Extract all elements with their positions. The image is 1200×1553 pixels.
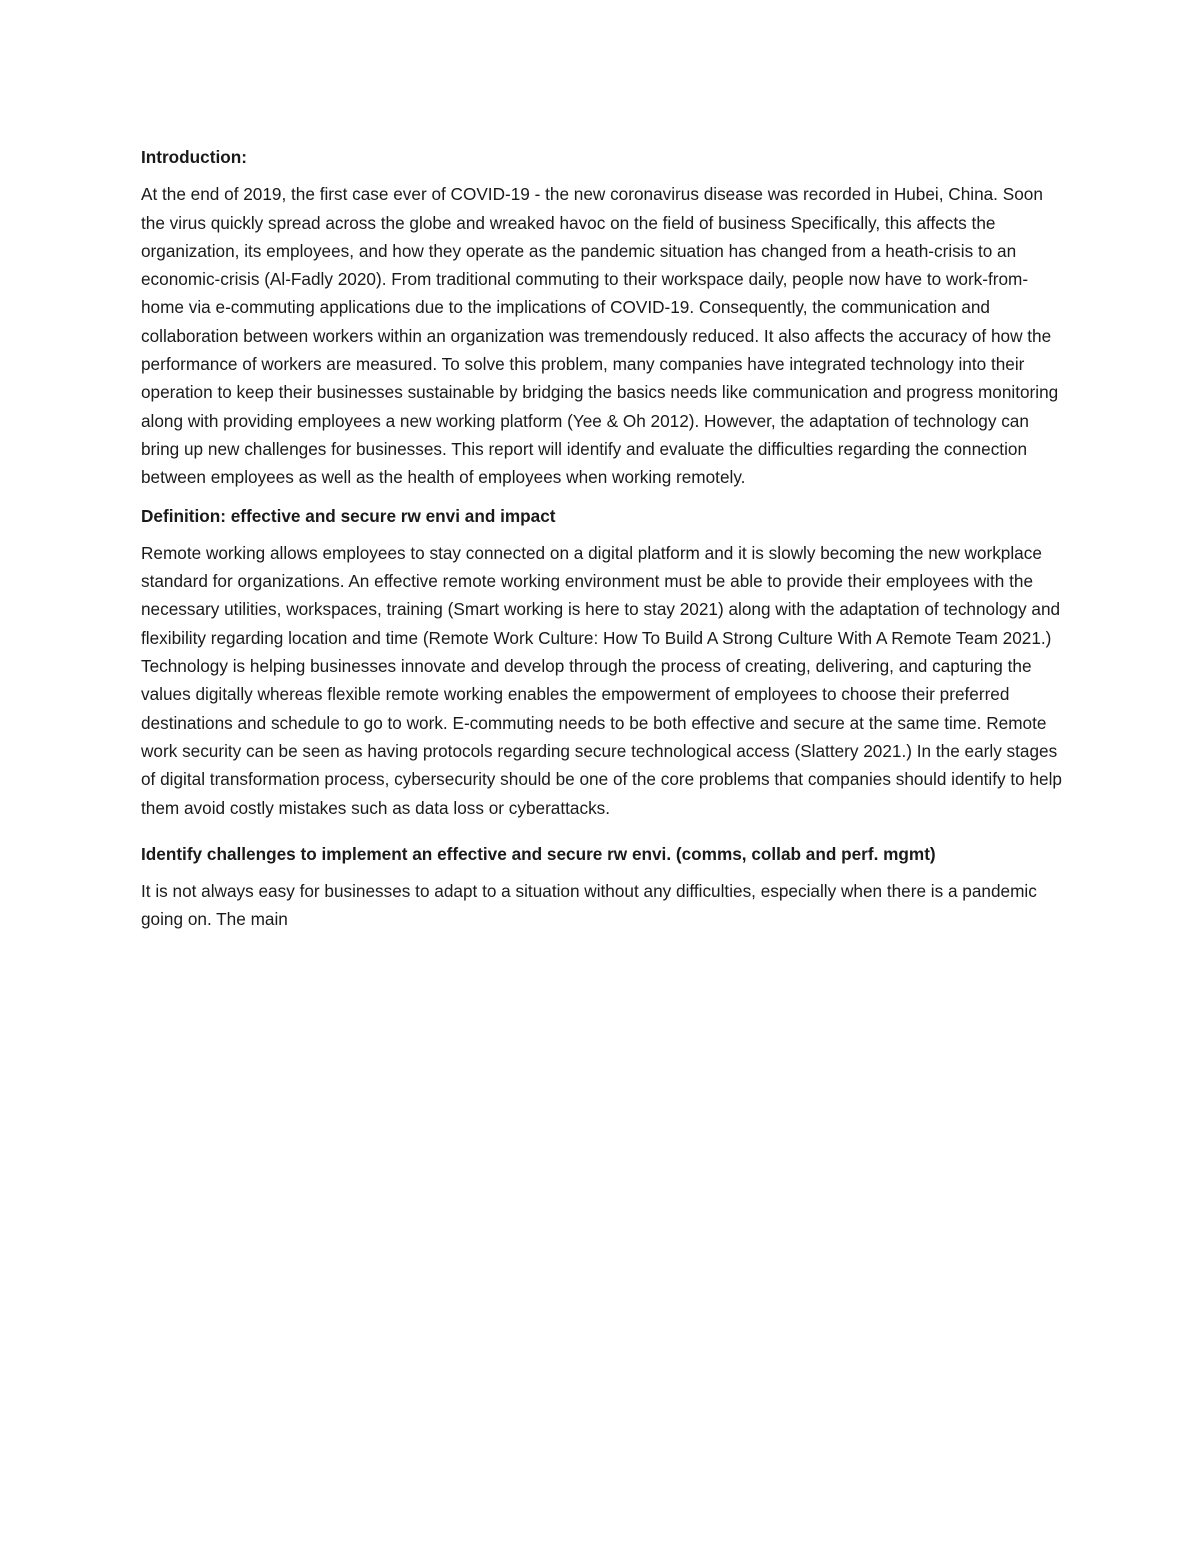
- document-body: [141, 143, 1066, 944]
- section-heading-definition: Definition: effective and secure rw envi and impact: [141, 505, 556, 526]
- section-heading-challenges: Identify challenges to implement an effective and secure rw envi. (comms, collab and perf. mgmt): [141, 843, 936, 864]
- section-paragraph-introduction: At the end of 2019, the first case ever of COVID-19 - the new coronavirus disease was recorded in Hubei, China. Soon the virus quickly spread across the globe and wreaked havoc on the field of business Specifically, this affects the organization, its employees, and how they operate as the pandemic situation has changed from a heath-crisis to an economic-crisis (Al-Fadly 2020). From traditional commuting to their workspace daily, people now have to work-from-home via e-commuting applications due to the implications of COVID-19. Consequently, the communication and collaboration between workers within an organization was tremendously reduced. It also affects the accuracy of how the performance of workers are measured. To solve this problem, many companies have integrated technology into their operation to keep their businesses sustainable by bridging the basics needs like communication and progress monitoring along with providing employees a new working platform (Yee & Oh 2012). However, the adaptation of technology can bring up new challenges for businesses. This report will identify and evaluate the difficulties regarding the connection between employees as well as the health of employees when working remotely.: [141, 184, 1059, 488]
- section-paragraph-challenges: It is not always easy for businesses to adapt to a situation without any difficulties, especially when there is a pandemic going on. The main: [141, 881, 1037, 930]
- section-heading-introduction: Introduction:: [141, 147, 247, 167]
- section-paragraph-definition: Remote working allows employees to stay connected on a digital platform and it is slowly becoming the new workplace standard for organizations. An effective remote working environment must be able to provide their employees with the necessary utilities, workspaces, training (Smart working is here to stay 2021) along with the adaptation of technology and flexibility regarding location and time (Remote Work Culture: How To Build A Strong Culture With A Remote Team 2021.) Technology is helping businesses innovate and develop through the process of creating, delivering, and capturing the values digitally whereas flexible remote working enables the empowerment of employees to choose their preferred destinations and schedule to go to work. E-commuting needs to be both effective and secure at the same time. Remote work security can be seen as having protocols regarding secure technological access (Slattery 2021.) In the early stages of digital transformation process, cybersecurity should be one of the core problems that companies should identify to help them avoid costly mistakes such as data loss or cyberattacks.: [141, 542, 1062, 818]
